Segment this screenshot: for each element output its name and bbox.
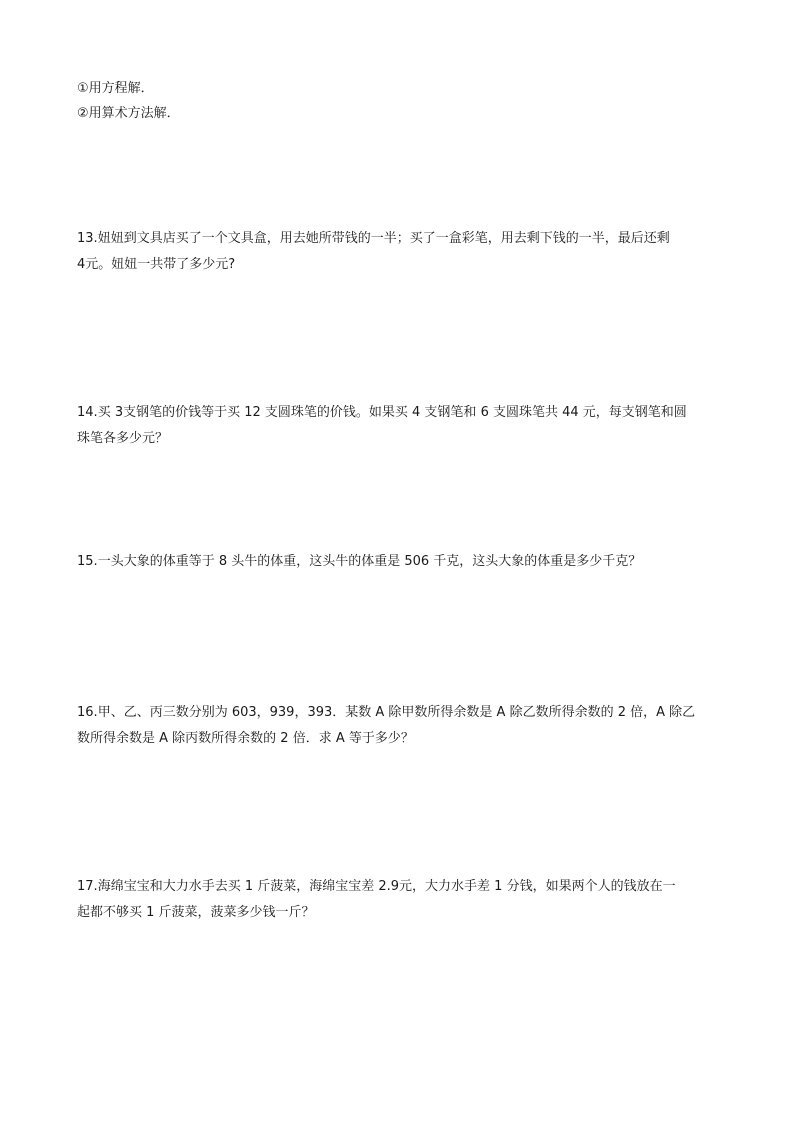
problem-16-line-2 bbox=[77, 726, 717, 752]
problem-number: 16. bbox=[77, 705, 98, 720]
problem-13-line-1 bbox=[77, 226, 717, 252]
problem-text: 一头大象的体重等于 8 头牛的体重，这头牛的体重是 506 千克，这头大象的体重是多少千克？ bbox=[97, 554, 642, 569]
intro-part-1: ①用方程解． bbox=[77, 81, 154, 96]
problem-14-line-2 bbox=[77, 426, 717, 452]
problem-text: 甲、乙、丙三数分别为 603，939，393．某数 A 除甲数所得余数是 A 除乙数所得余数的 2 倍，A 除乙 bbox=[97, 705, 696, 720]
problem-13-line-2 bbox=[77, 252, 717, 278]
problem-text: 珠笔各多少元？ bbox=[77, 431, 169, 446]
problem-text: 起都不够买 1 斤菠菜，菠菜多少钱一斤？ bbox=[77, 905, 315, 920]
problem-16-line-1 bbox=[77, 700, 717, 726]
problem-text: 数所得余数是 A 除丙数所得余数的 2 倍．求 A 等于多少？ bbox=[77, 731, 414, 746]
problem-number: 13. bbox=[77, 231, 98, 246]
problem-15-line-1 bbox=[77, 549, 717, 575]
problem-text: 海绵宝宝和大力水手去买 1 斤菠菜，海绵宝宝差 2.9元，大力水手差 1 分钱，如果两个人的钱放在一 bbox=[97, 879, 676, 894]
problem-17-line-1 bbox=[77, 874, 717, 900]
problem-text: 妞妞到文具店买了一个文具盒，用去她所带钱的一半；买了一盒彩笔，用去剩下钱的一半，最后还剩 bbox=[97, 231, 670, 246]
problem-number: 14. bbox=[77, 405, 98, 420]
problem-number: 17. bbox=[77, 879, 98, 894]
problem-text: 4元。妞妞一共带了多少元? bbox=[77, 257, 236, 272]
problem-text: 买 3支钢笔的价钱等于买 12 支圆珠笔的价钱。如果买 4 支钢笔和 6 支圆珠笔共 44 元，每支钢笔和圆 bbox=[97, 405, 687, 420]
problem-17-line-2 bbox=[77, 900, 717, 926]
problem-14-line-1 bbox=[77, 400, 717, 426]
problem-number: 15. bbox=[77, 554, 98, 569]
intro-part-2: ②用算术方法解． bbox=[77, 106, 180, 121]
